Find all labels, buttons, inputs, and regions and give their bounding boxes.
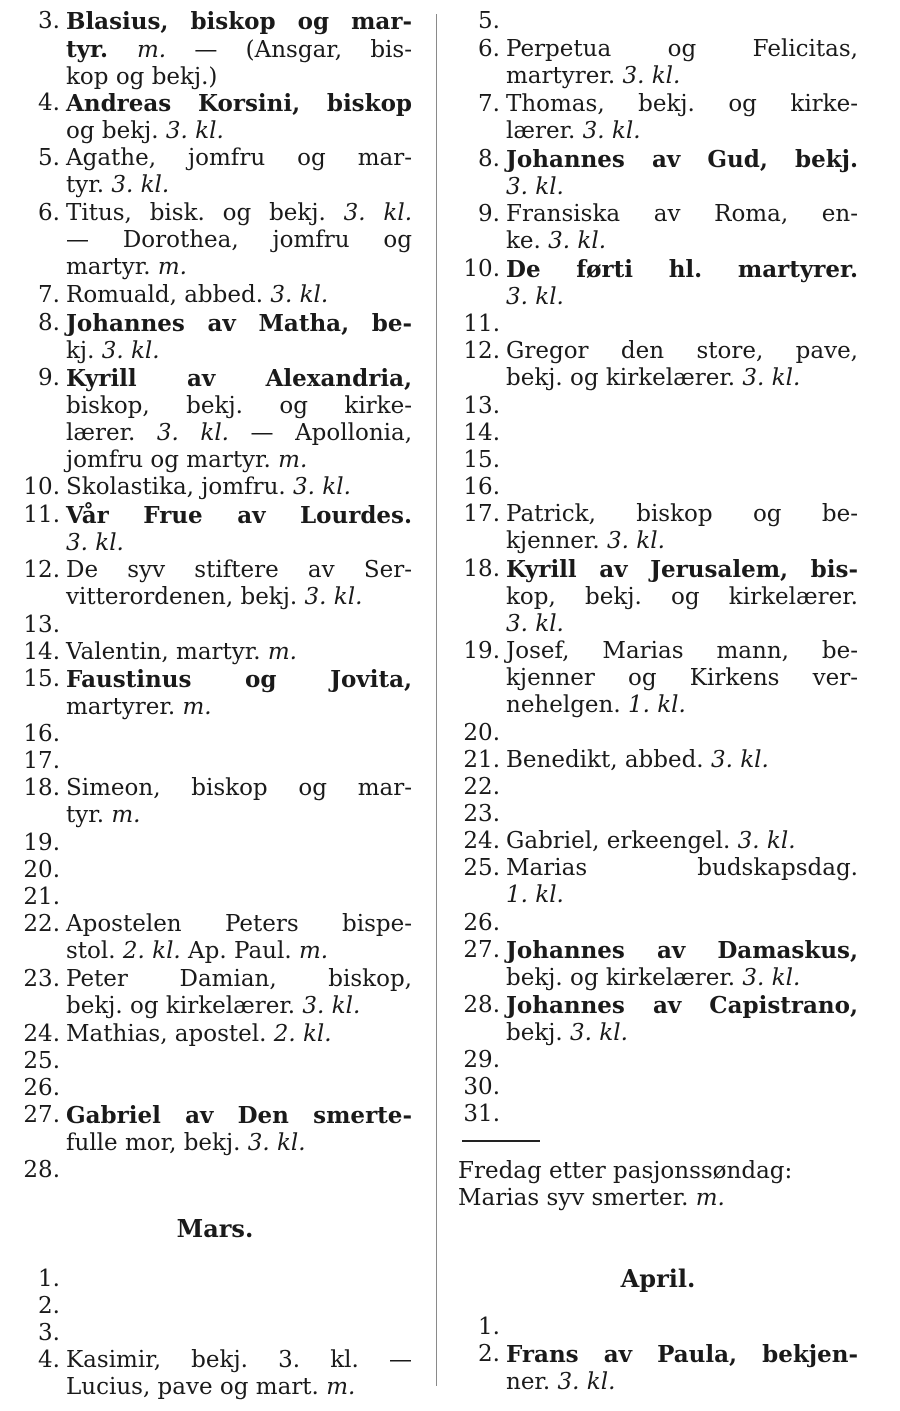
entry-text: Vår Frue av Lourdes. 3. kl.: [66, 502, 412, 556]
day-number: 3.: [38, 1320, 60, 1346]
note-fredag: Fredag etter pasjonssøndag: Marias syv smerter. m.: [458, 1158, 793, 1211]
day-number: 19.: [463, 638, 500, 664]
day-number: 20.: [23, 857, 60, 883]
day-number: 21.: [23, 884, 60, 910]
entry-text: Fransiska av Roma, en- ke. 3. kl.: [506, 201, 858, 254]
day-number: 23.: [23, 966, 60, 992]
day-number: 22.: [463, 774, 500, 800]
day-number: 7.: [478, 91, 500, 117]
entry-text: De førti hl. martyrer. 3. kl.: [506, 256, 858, 310]
entry-text: Josef, Marias mann, be- kjenner og Kirkens ver- nehelgen. 1. kl.: [506, 638, 858, 718]
entry-text: Patrick, biskop og be- kjenner. 3. kl.: [506, 501, 858, 554]
entry-text: Benedikt, abbed. 3. kl.: [506, 747, 769, 773]
day-number: 26.: [23, 1075, 60, 1101]
day-number: 7.: [38, 282, 60, 308]
day-number: 29.: [463, 1047, 500, 1073]
entry-text: Valentin, martyr. m.: [66, 639, 297, 665]
entry-text: Faustinus og Jovita, martyrer. m.: [66, 666, 412, 720]
day-number: 28.: [463, 992, 500, 1018]
day-number: 30.: [463, 1074, 500, 1100]
entry-text: Mathias, apostel. 2. kl.: [66, 1021, 332, 1047]
day-number: 19.: [23, 830, 60, 856]
entry-text: Blasius, biskop og mar- tyr. m. — (Ansgar, bis- kop og bekj.): [66, 8, 412, 90]
entry-text: Kyrill av Jerusalem, bis- kop, bekj. og kirkelærer. 3. kl.: [506, 556, 858, 637]
day-number: 11.: [463, 311, 500, 337]
day-number: 1.: [478, 1314, 500, 1340]
entry-text: Gabriel, erkeengel. 3. kl.: [506, 828, 796, 854]
day-number: 1.: [38, 1266, 60, 1292]
day-number: 5.: [38, 145, 60, 171]
day-number: 15.: [463, 447, 500, 473]
entry-text: Frans av Paula, bekjen- ner. 3. kl.: [506, 1341, 858, 1395]
entry-text: Simeon, biskop og mar- tyr. m.: [66, 775, 412, 828]
day-number: 24.: [23, 1021, 60, 1047]
entry-text: Kyrill av Alexandria, biskop, bekj. og kirke- lærer. 3. kl. — Apollonia, jomfru og martyr. m.: [66, 365, 413, 473]
day-number: 15.: [23, 666, 60, 692]
column-divider: [436, 14, 437, 1386]
day-number: 22.: [23, 911, 60, 937]
day-number: 18.: [23, 775, 60, 801]
short-rule: [462, 1140, 540, 1142]
day-number: 17.: [463, 501, 500, 527]
day-number: 16.: [463, 474, 500, 500]
day-number: 12.: [463, 338, 500, 364]
entry-text: Thomas, bekj. og kirke- lærer. 3. kl.: [506, 91, 858, 144]
day-number: 10.: [23, 474, 60, 500]
entry-text: Gabriel av Den smerte- fulle mor, bekj. 3. kl.: [66, 1102, 412, 1156]
day-number: 9.: [38, 365, 60, 391]
entry-text: Andreas Korsini, biskop og bekj. 3. kl.: [66, 90, 412, 144]
entry-text: Romuald, abbed. 3. kl.: [66, 282, 329, 308]
entry-text: Johannes av Gud, bekj. 3. kl.: [506, 146, 858, 200]
entry-text: Titus, bisk. og bekj. 3. kl. — Dorothea, jomfru og martyr. m.: [66, 200, 413, 280]
entry-text: Peter Damian, biskop, bekj. og kirkelærer. 3. kl.: [66, 966, 412, 1019]
entry-text: Johannes av Matha, be- kj. 3. kl.: [66, 310, 412, 364]
entry-text: Johannes av Capistrano, bekj. 3. kl.: [506, 992, 858, 1046]
day-number: 14.: [463, 420, 500, 446]
day-number: 3.: [38, 8, 60, 34]
day-number: 4.: [38, 1347, 60, 1373]
day-number: 31.: [463, 1101, 500, 1127]
month-heading-april: April.: [620, 1264, 696, 1293]
day-number: 13.: [463, 393, 500, 419]
day-number: 8.: [38, 310, 60, 336]
day-number: 25.: [463, 855, 500, 881]
entry-text: Johannes av Damaskus, bekj. og kirkelærer. 3. kl.: [506, 937, 858, 991]
day-number: 27.: [463, 937, 500, 963]
entry-text: Skolastika, jomfru. 3. kl.: [66, 474, 351, 500]
day-number: 6.: [478, 36, 500, 62]
day-number: 14.: [23, 639, 60, 665]
day-number: 9.: [478, 201, 500, 227]
day-number: 18.: [463, 556, 500, 582]
day-number: 28.: [23, 1157, 60, 1183]
entry-text: Perpetua og Felicitas, martyrer. 3. kl.: [506, 36, 858, 89]
entry-text: De syv stiftere av Ser- vitterordenen, bekj. 3. kl.: [66, 557, 412, 610]
day-number: 4.: [38, 90, 60, 116]
day-number: 8.: [478, 146, 500, 172]
day-number: 27.: [23, 1102, 60, 1128]
entry-text: Agathe, jomfru og mar- tyr. 3. kl.: [66, 145, 412, 198]
day-number: 26.: [463, 910, 500, 936]
day-number: 10.: [463, 256, 500, 282]
day-number: 25.: [23, 1048, 60, 1074]
day-number: 11.: [23, 502, 60, 528]
day-number: 16.: [23, 721, 60, 747]
day-number: 2.: [478, 1341, 500, 1367]
day-number: 12.: [23, 557, 60, 583]
month-heading-march: Mars.: [176, 1214, 254, 1243]
day-number: 13.: [23, 612, 60, 638]
day-number: 6.: [38, 200, 60, 226]
day-number: 2.: [38, 1293, 60, 1319]
entry-text: Kasimir, bekj. 3. kl. — Lucius, pave og mart. m.: [66, 1347, 412, 1400]
day-number: 17.: [23, 748, 60, 774]
day-number: 20.: [463, 720, 500, 746]
day-number: 5.: [478, 8, 500, 34]
entry-text: Apostelen Peters bispe- stol. 2. kl. Ap. Paul. m.: [66, 911, 412, 964]
day-number: 24.: [463, 828, 500, 854]
day-number: 21.: [463, 747, 500, 773]
day-number: 23.: [463, 801, 500, 827]
entry-text: Gregor den store, pave, bekj. og kirkelærer. 3. kl.: [506, 338, 858, 391]
entry-text: Marias budskapsdag. 1. kl.: [506, 855, 858, 908]
